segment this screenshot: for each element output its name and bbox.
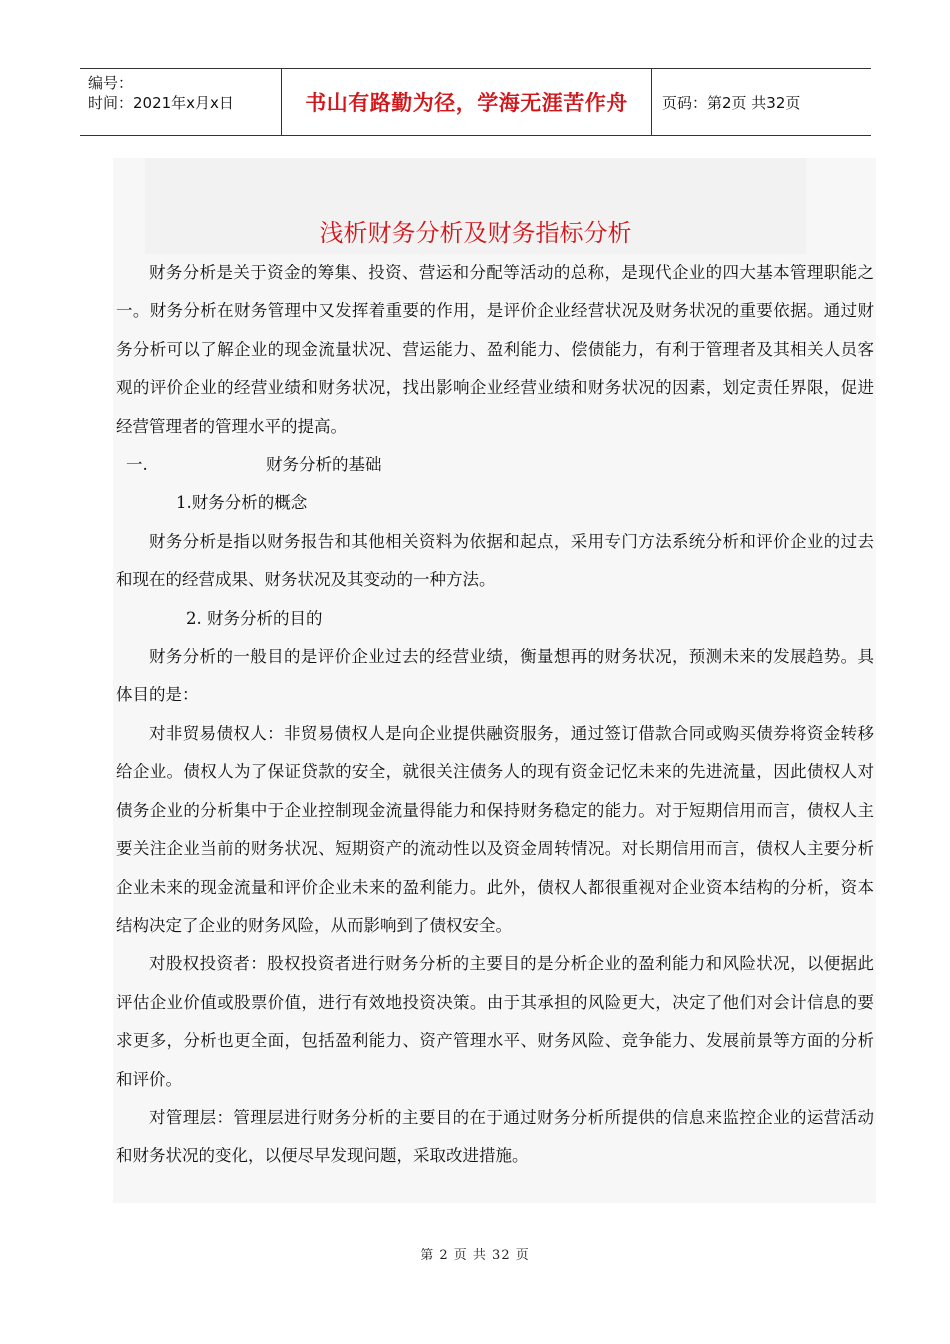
page-footer: 第 2 页 共 32 页	[420, 1248, 530, 1263]
document-title: 浅析财务分析及财务指标分析	[319, 219, 632, 247]
investor-paragraph: 对股权投资者：股权投资者进行财务分析的主要目的是分析企业的盈利能力和风险状况，以便据此评估企业价值或股票价值，进行有效地投资决策。由于其承担的风险更大，决定了他们对会计信息的要求更多，分析也更全面，包括盈利能力、资产管理水平、财务风险、竞争能力、发展前景等方面的分析和评价。	[116, 954, 874, 1089]
number-label: 编号：	[88, 74, 134, 92]
page-header	[80, 68, 871, 136]
purpose-paragraph: 财务分析的一般目的是评价企业过去的经营业绩，衡量想再的财务状况，预测未来的发展趋势。具体目的是：	[116, 647, 874, 705]
section-number: 一.	[126, 455, 148, 475]
subsection-heading-purpose: 2. 财务分析的目的	[186, 608, 323, 628]
section-title: 财务分析的基础	[266, 455, 382, 475]
time-label: 时间：2021年x月x日	[88, 94, 234, 112]
document-body	[116, 254, 874, 1176]
section-heading	[116, 446, 874, 484]
header-motto: 书山有路勤为径，学海无涯苦作舟	[282, 69, 652, 135]
management-paragraph: 对管理层：管理层进行财务分析的主要目的在于通过财务分析所提供的信息来监控企业的运营活动和财务状况的变化，以便尽早发现问题，采取改进措施。	[116, 1107, 874, 1166]
header-page-info: 页码：第2页 共32页	[662, 93, 801, 112]
intro-paragraph: 财务分析是关于资金的筹集、投资、营运和分配等活动的总称，是现代企业的四大基本管理职能之一。财务分析在财务管理中又发挥着重要的作用，是评价企业经营状况及财务状况的重要依据。通过财务分析可以了解企业的现金流量状况、营运能力、盈利能力、偿债能力，有利于管理者及其相关人员客观的评价企业的经营业绩和财务状况，找出影响企业经营业绩和财务状况的因素，划定责任界限，促进经营管理者的管理水平的提高。	[116, 263, 874, 436]
creditor-paragraph: 对非贸易债权人：非贸易债权人是向企业提供融资服务，通过签订借款合同或购买债券将资金转移给企业。债权人为了保证贷款的安全，就很关注债务人的现有资金记忆未来的先进流量，因此债权人对债务企业的分析集中于企业控制现金流量得能力和保持财务稳定的能力。对于短期信用而言，债权人主要关注企业当前的财务状况、短期资产的流动性以及资金周转情况。对长期信用而言，债权人主要分析企业未来的现金流量和评价企业未来的盈利能力。此外，债权人都很重视对企业资本结构的分析，资本结构决定了企业的财务风险，从而影响到了债权安全。	[116, 723, 874, 935]
header-meta	[80, 69, 282, 135]
concept-paragraph: 财务分析是指以财务报告和其他相关资料为依据和起点，采用专门方法系统分析和评价企业的过去和现在的经营成果、财务状况及其变动的一种方法。	[116, 531, 874, 590]
subsection-heading-concept: 1.财务分析的概念	[176, 493, 308, 513]
